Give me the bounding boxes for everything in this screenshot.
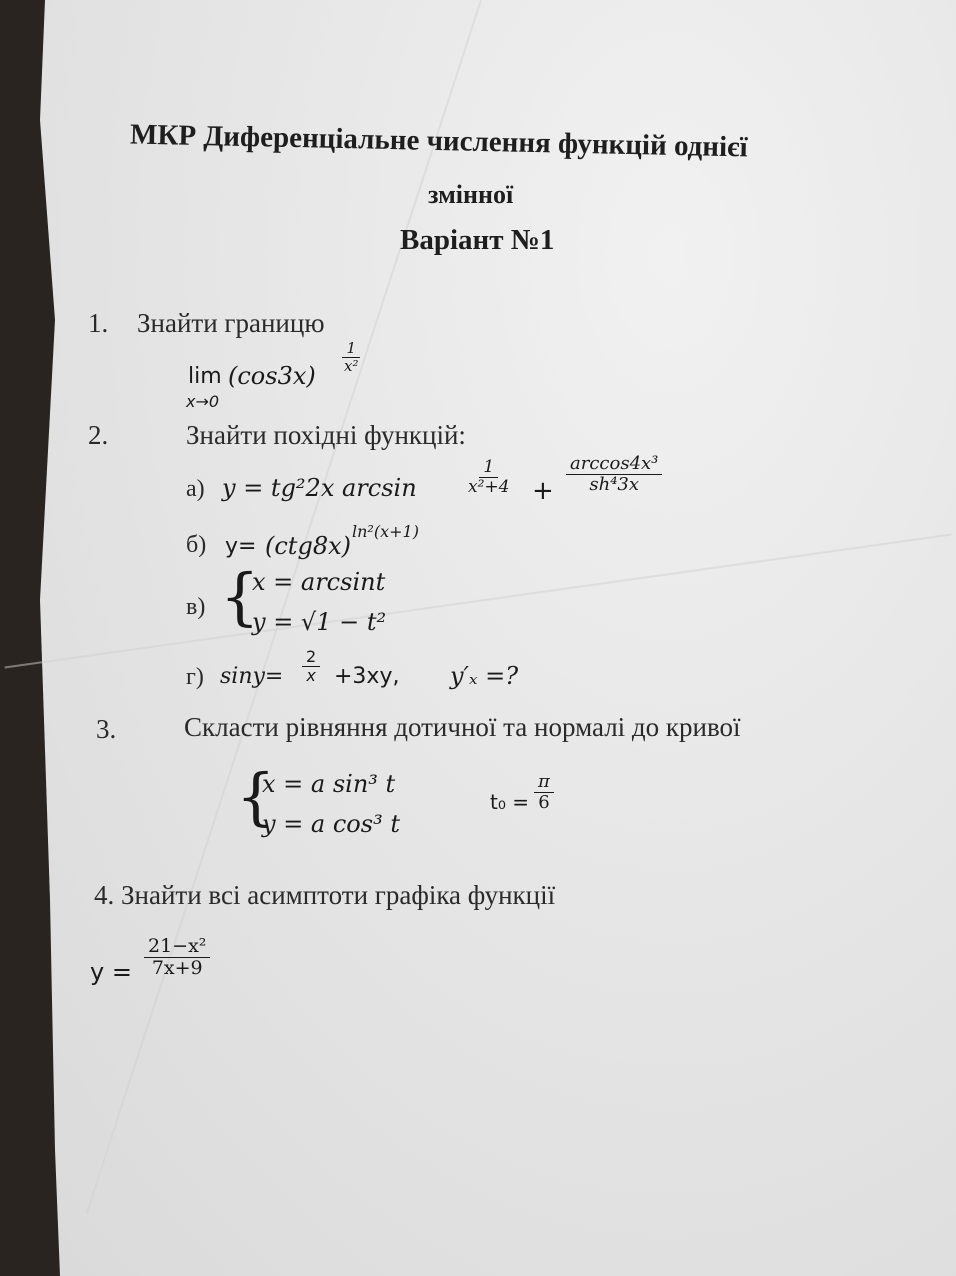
item-label: в) xyxy=(186,594,206,620)
question-number: 3. xyxy=(96,714,117,744)
formula-b-base: (ctg8x) xyxy=(265,532,351,560)
document-title-line2: змінної xyxy=(428,180,514,209)
question-text: Скласти рівняння дотичної та нормалі до кривої xyxy=(184,712,741,742)
formula-d-question: y′ₓ =? xyxy=(450,662,519,690)
system-3-line1: x = a sin³ t xyxy=(262,770,396,798)
limit-operator: lim xyxy=(188,364,222,389)
question-text: Знайти границю xyxy=(137,308,325,338)
system-3-line2: y = a cos³ t xyxy=(262,810,400,838)
system-brace: { xyxy=(236,760,276,833)
question-number: 2. xyxy=(88,420,109,450)
item-label: а) xyxy=(186,476,205,502)
question-text: Знайти похідні функцій: xyxy=(186,420,466,450)
formula-b-lhs: y= xyxy=(225,534,257,559)
formula-d-lhs: siny= xyxy=(220,664,284,689)
formula-a-lhs: y = tg²2x arcsin xyxy=(222,474,417,502)
question-number: 1. xyxy=(88,308,109,338)
formula-b-exponent: ln²(x+1) xyxy=(352,522,419,541)
formula-a-fraction1: $\frac{1}{\text{x²+4}}$ xyxy=(468,457,510,497)
formula-4-fraction: $\frac{\text{21−x²}}{7x+9}$ xyxy=(140,936,214,979)
limit-exponent: $\frac{1}{\text{x²}}$ xyxy=(344,339,359,375)
limit-expression: (cos3x) xyxy=(228,362,316,390)
t0-label: t₀ = xyxy=(490,790,529,814)
plus-sign: + xyxy=(532,476,554,506)
item-label: б) xyxy=(186,532,207,558)
item-label: г) xyxy=(186,664,204,690)
system-c-line1: x = arcsint xyxy=(252,568,386,596)
formula-d-fraction: $\frac{2}{x}$ xyxy=(298,648,324,684)
document-title: МКР Диференціальне числення функцій однієї xyxy=(129,118,749,164)
formula-4-lhs: y = xyxy=(90,958,132,986)
formula-d-rest: +3xy, xyxy=(334,664,400,689)
limit-subscript: x→0 xyxy=(186,392,220,411)
formula-a-fraction2: $\frac{\text{arccos4x³}}{\text{sh⁴3x}}$ xyxy=(562,454,666,495)
system-c-line2: y = √1 − t² xyxy=(252,608,387,636)
variant-label: Варіант №1 xyxy=(400,224,555,256)
system-brace: { xyxy=(220,560,260,633)
question-text: 4. Знайти всі асимптоти графіка функції xyxy=(94,880,556,910)
t0-fraction: $\frac{\pi}{6}$ xyxy=(530,772,558,813)
